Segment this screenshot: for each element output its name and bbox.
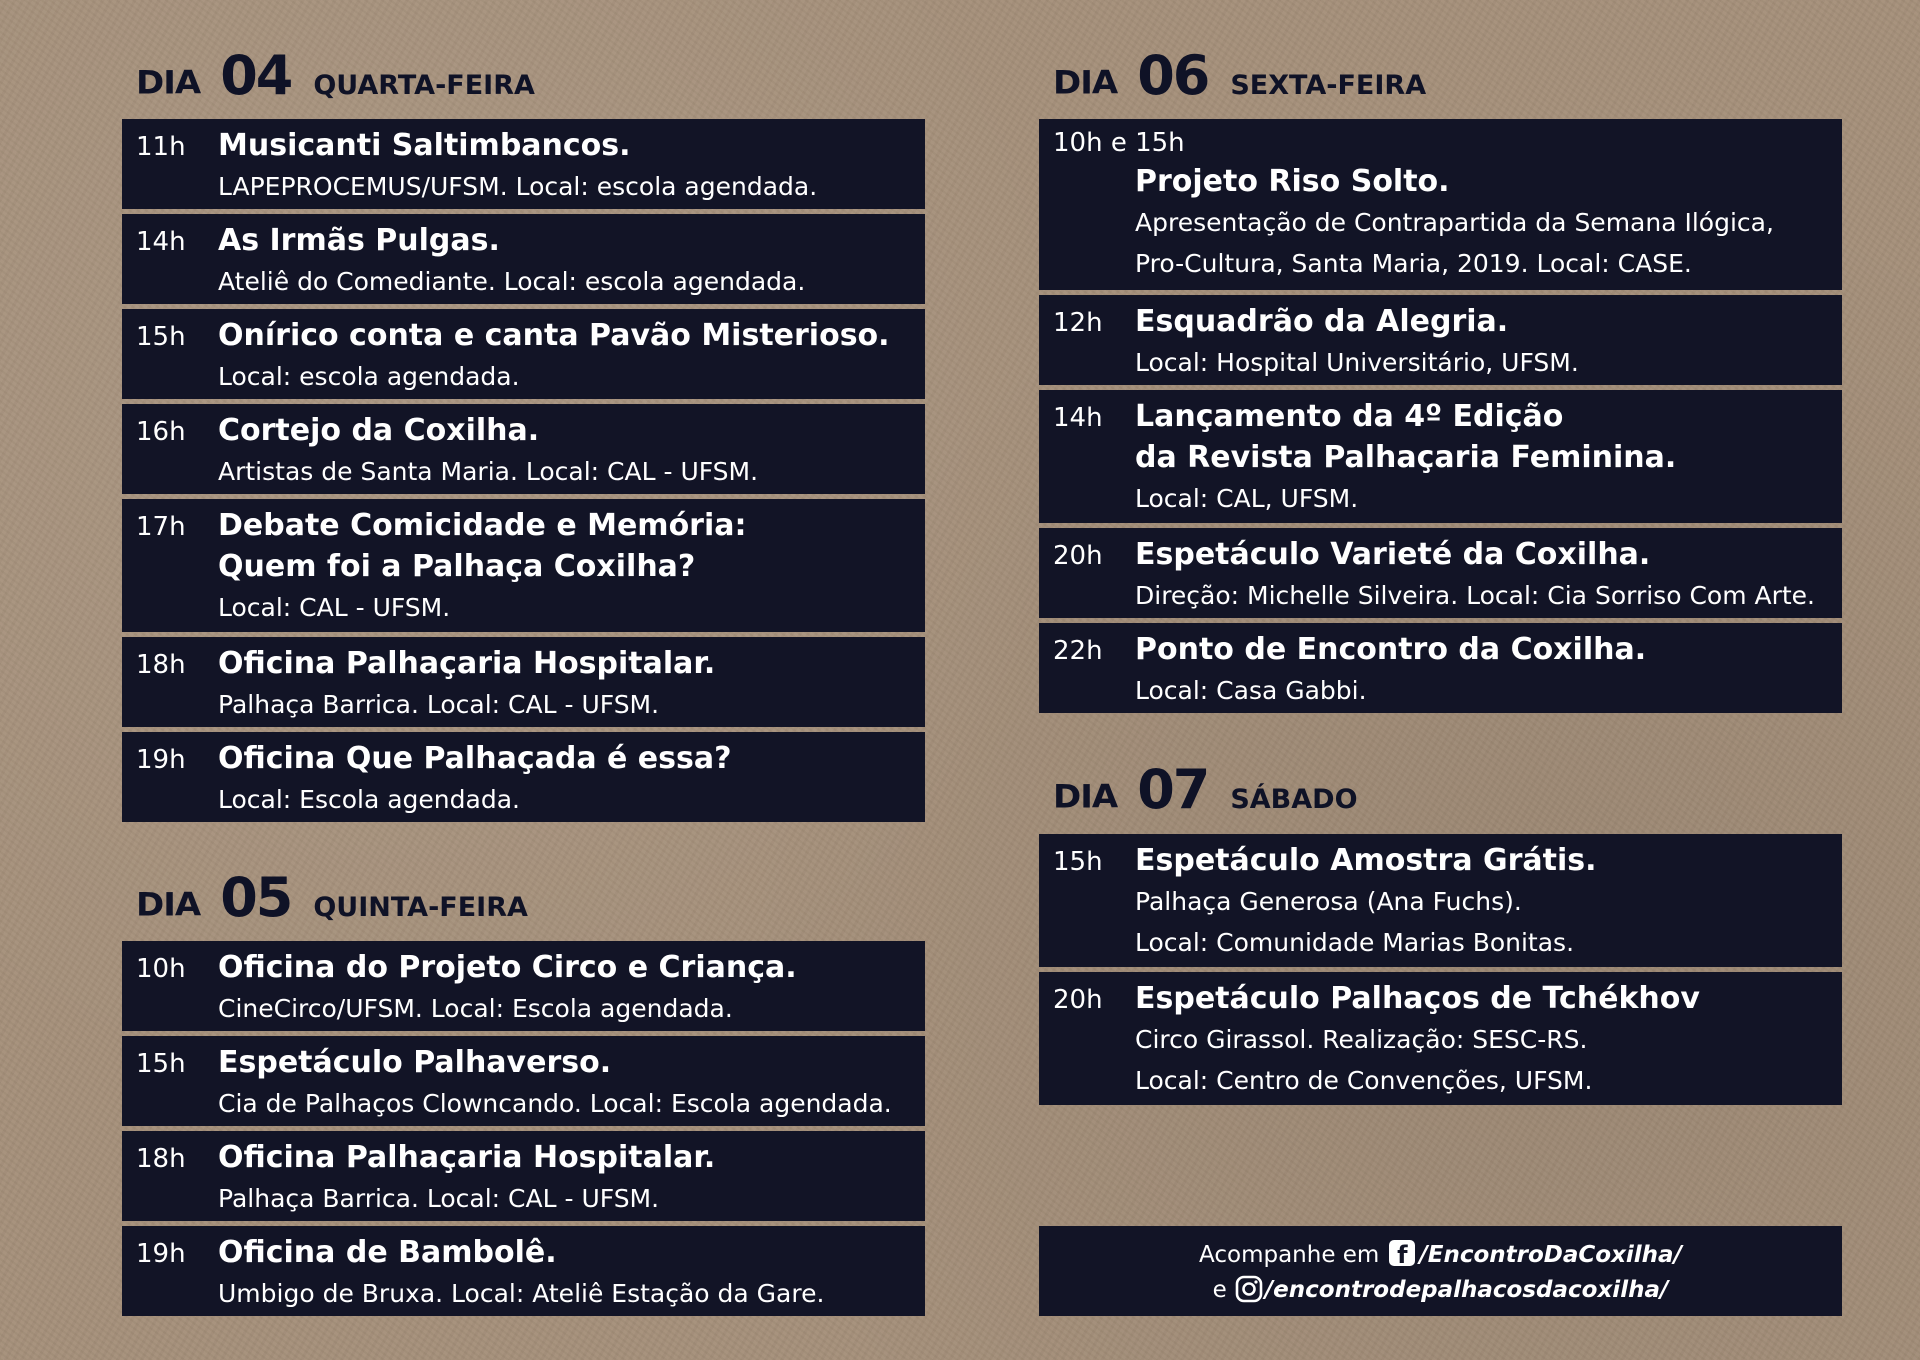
- event-title: Musicanti Saltimbancos.: [218, 128, 631, 163]
- event-title: Oficina Que Palhaçada é essa?: [218, 741, 732, 776]
- event-item: [122, 309, 925, 399]
- event-detail: Cia de Palhaços Clowncando. Local: Escola agendada.: [218, 1089, 892, 1118]
- day-dia-label: DIA: [1053, 778, 1118, 816]
- event-time: 12h: [1053, 308, 1103, 338]
- event-title: Oficina do Projeto Circo e Criança.: [218, 950, 797, 985]
- event-title: Cortejo da Coxilha.: [218, 413, 540, 448]
- event-time: 14h: [1053, 403, 1103, 433]
- event-time: 15h: [136, 1049, 186, 1079]
- event-item: [1039, 295, 1842, 385]
- event-item: [122, 1226, 925, 1316]
- weekday-name: QUINTA-FEIRA: [313, 892, 528, 923]
- follow-label: Acompanhe em: [1199, 1242, 1380, 1268]
- event-detail: Local: CAL - UFSM.: [218, 593, 451, 622]
- event-item: [122, 119, 925, 209]
- event-detail: Local: Casa Gabbi.: [1135, 676, 1367, 705]
- event-time: 19h: [136, 745, 186, 775]
- event-detail: CineCirco/UFSM. Local: Escola agendada.: [218, 994, 733, 1023]
- event-title: Oficina Palhaçaria Hospitalar.: [218, 646, 716, 681]
- event-title: Espetáculo Varieté da Coxilha.: [1135, 537, 1651, 572]
- event-detail: Palhaça Barrica. Local: CAL - UFSM.: [218, 1184, 660, 1213]
- event-item: [122, 941, 925, 1031]
- event-time: 15h: [136, 322, 186, 352]
- day-header-04: [136, 44, 535, 107]
- day-dia-label: DIA: [1053, 64, 1118, 102]
- day-header-05: [136, 866, 528, 929]
- event-title: Oficina Palhaçaria Hospitalar.: [218, 1140, 716, 1175]
- event-title: Onírico conta e canta Pavão Misterioso.: [218, 318, 890, 353]
- day-dia-label: DIA: [136, 886, 201, 924]
- social-line-facebook: [1039, 1238, 1842, 1273]
- event-item: [122, 1036, 925, 1126]
- event-detail: Local: Comunidade Marias Bonitas.: [1135, 928, 1575, 957]
- event-item: [1039, 119, 1842, 290]
- day-number: 05: [220, 866, 292, 929]
- event-time: 14h: [136, 227, 186, 257]
- event-time: 20h: [1053, 541, 1103, 571]
- event-time: 22h: [1053, 636, 1103, 666]
- event-title: Ponto de Encontro da Coxilha.: [1135, 632, 1647, 667]
- event-item: [122, 637, 925, 727]
- event-title: As Irmãs Pulgas.: [218, 223, 500, 258]
- weekday-name: SEXTA-FEIRA: [1230, 70, 1427, 101]
- social-line-instagram: [1039, 1273, 1842, 1308]
- event-detail: Pro-Cultura, Santa Maria, 2019. Local: CASE.: [1135, 249, 1692, 278]
- event-title: Espetáculo Amostra Grátis.: [1135, 843, 1597, 878]
- day-dia-label: DIA: [136, 64, 201, 102]
- event-detail: Artistas de Santa Maria. Local: CAL - UFSM.: [218, 457, 759, 486]
- day-header-07: [1053, 758, 1358, 821]
- event-title-line2: da Revista Palhaçaria Feminina.: [1135, 440, 1677, 475]
- day-number: 06: [1137, 44, 1209, 107]
- event-item: [122, 732, 925, 822]
- event-detail: Circo Girassol. Realização: SESC-RS.: [1135, 1025, 1588, 1054]
- event-time: 16h: [136, 417, 186, 447]
- connector-label: e: [1212, 1277, 1227, 1303]
- event-title: Oficina de Bambolê.: [218, 1235, 557, 1270]
- social-footer: [1039, 1226, 1842, 1316]
- event-detail: Local: Escola agendada.: [218, 785, 520, 814]
- event-detail: Palhaça Generosa (Ana Fuchs).: [1135, 887, 1522, 916]
- event-time: 10h e 15h: [1053, 128, 1185, 158]
- instagram-icon: [1235, 1275, 1263, 1303]
- event-title: Projeto Riso Solto.: [1135, 164, 1450, 199]
- event-time: 18h: [136, 1144, 186, 1174]
- event-time: 19h: [136, 1239, 186, 1269]
- event-detail: Local: escola agendada.: [218, 362, 520, 391]
- event-item: [1039, 972, 1842, 1105]
- facebook-handle-link[interactable]: /EncontroDaCoxilha/: [1419, 1242, 1682, 1268]
- event-item: [122, 404, 925, 494]
- event-detail: Apresentação de Contrapartida da Semana Ilógica,: [1135, 208, 1774, 237]
- facebook-icon: f: [1389, 1240, 1415, 1266]
- event-time: 20h: [1053, 985, 1103, 1015]
- event-time: 11h: [136, 132, 186, 162]
- event-detail: Umbigo de Bruxa. Local: Ateliê Estação da Gare.: [218, 1279, 825, 1308]
- event-detail: Local: CAL, UFSM.: [1135, 484, 1359, 513]
- event-item: [1039, 528, 1842, 618]
- event-item: [122, 1131, 925, 1221]
- event-detail: Local: Centro de Convenções, UFSM.: [1135, 1066, 1593, 1095]
- weekday-name: QUARTA-FEIRA: [313, 70, 535, 101]
- event-item: [122, 499, 925, 632]
- event-item: [122, 214, 925, 304]
- event-item: [1039, 623, 1842, 713]
- event-title: Lançamento da 4º Edição: [1135, 399, 1564, 434]
- event-time: 15h: [1053, 847, 1103, 877]
- event-title: Espetáculo Palhaverso.: [218, 1045, 612, 1080]
- day-header-06: [1053, 44, 1427, 107]
- event-item: [1039, 834, 1842, 967]
- event-time: 17h: [136, 512, 186, 542]
- event-title: Debate Comicidade e Memória:: [218, 508, 747, 543]
- event-detail: LAPEPROCEMUS/UFSM. Local: escola agendada.: [218, 172, 818, 201]
- event-item: [1039, 390, 1842, 523]
- event-detail: Ateliê do Comediante. Local: escola agendada.: [218, 267, 806, 296]
- day-number: 07: [1137, 758, 1209, 821]
- event-title-line2: Quem foi a Palhaça Coxilha?: [218, 549, 696, 584]
- weekday-name: SÁBADO: [1230, 784, 1358, 815]
- event-detail: Local: Hospital Universitário, UFSM.: [1135, 348, 1579, 377]
- event-time: 10h: [136, 954, 186, 984]
- event-title: Esquadrão da Alegria.: [1135, 304, 1509, 339]
- instagram-handle-link[interactable]: /encontrodepalhacosdacoxilha/: [1264, 1277, 1669, 1303]
- event-detail: Direção: Michelle Silveira. Local: Cia Sorriso Com Arte.: [1135, 581, 1816, 610]
- event-time: 18h: [136, 650, 186, 680]
- event-title: Espetáculo Palhaços de Tchékhov: [1135, 981, 1700, 1016]
- event-detail: Palhaça Barrica. Local: CAL - UFSM.: [218, 690, 660, 719]
- day-number: 04: [220, 44, 292, 107]
